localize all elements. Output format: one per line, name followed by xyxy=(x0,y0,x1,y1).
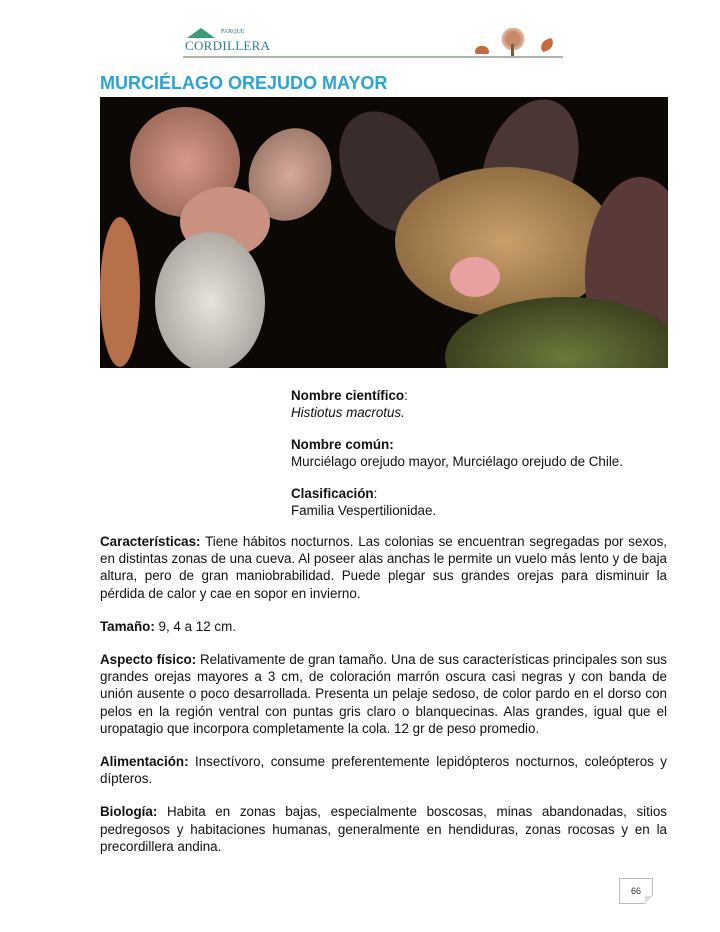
bat-photo-right xyxy=(325,97,668,368)
section-label: Tamaño: xyxy=(100,618,155,634)
tree-trunk-icon xyxy=(511,44,514,56)
section-label: Alimentación: xyxy=(100,754,189,770)
section-text: Relativamente de gran tamaño. Una de sus características principales son sus grandes orejas mayores a 3 cm, de coloración marrón oscura casi negras y con banda de unión ausente o poco desarrollada. Presenta un pelaje sedoso, de color pardo en el dorso con pelos en la región ventral con puntas gris claro o blanquecinas. Alas grandes, igual que el uropatagio que incorpora completamente la cola. 12 gr de peso promedio. xyxy=(100,652,668,736)
species-info xyxy=(291,387,623,534)
section-text: Habita en zonas bajas, especialmente boscosas, minas abandonadas, sitios pedregosos y habitaciones humanas, generalmente en hendiduras, zonas rocosas y en la precordillera andina. xyxy=(100,804,667,854)
info-value: Murciélago orejudo mayor, Murciélago orejudo de Chile. xyxy=(291,454,623,469)
info-value: Histiotus macrotus. xyxy=(291,405,405,420)
page-title: MURCIÉLAGO OREJUDO MAYOR xyxy=(100,73,388,93)
info-label: Nombre común: xyxy=(291,437,394,452)
logo-big-text: CORDILLERA xyxy=(185,38,271,53)
info-value: Familia Vespertilionidae. xyxy=(291,503,437,518)
classification: Clasificación: Familia Vespertilionidae. xyxy=(291,486,437,518)
common-name xyxy=(291,436,623,470)
parque-cordillera-logo xyxy=(183,26,271,56)
header-divider xyxy=(183,56,563,58)
section-biologia xyxy=(100,803,667,855)
info-label: Clasificación xyxy=(291,486,374,501)
section-label: Características: xyxy=(100,534,201,549)
section-aspecto xyxy=(100,651,667,737)
bat-photo-left xyxy=(110,97,335,368)
logo-small-text: PARQUE xyxy=(221,29,245,35)
fox-icon xyxy=(475,46,489,54)
section-label: Aspecto físico: xyxy=(100,652,197,668)
description-body xyxy=(100,533,667,871)
section-alimentacion xyxy=(100,753,667,787)
section-tamano xyxy=(100,618,667,635)
section-text: Tiene hábitos nocturnos. Las colonias se encuentran segregadas por sexos, en distintas zonas de una cueva. Al poseer alas anchas le permite un vuelo más lento y de baja altura, pero de gran maniobrabilidad. Puede plegar sus grandes orejas para disminuir la pérdida de calor y cae en sopor en invierno. xyxy=(100,534,667,601)
bat-photo xyxy=(100,97,668,368)
section-text: 9, 4 a 12 cm. xyxy=(158,618,236,634)
page-header xyxy=(183,26,563,60)
page-number: 66 xyxy=(619,878,653,904)
section-text: Insectívoro, consume preferentemente lepidópteros nocturnos, coleópteros y dípteros. xyxy=(100,754,667,787)
scientific-name: Nombre científico: Histiotus macrotus. xyxy=(291,388,408,420)
section-caracteristicas xyxy=(100,533,667,602)
info-label: Nombre científico xyxy=(291,388,405,403)
bird-icon xyxy=(539,38,556,53)
mountain-icon xyxy=(187,28,215,38)
section-label: Biología: xyxy=(100,804,158,820)
